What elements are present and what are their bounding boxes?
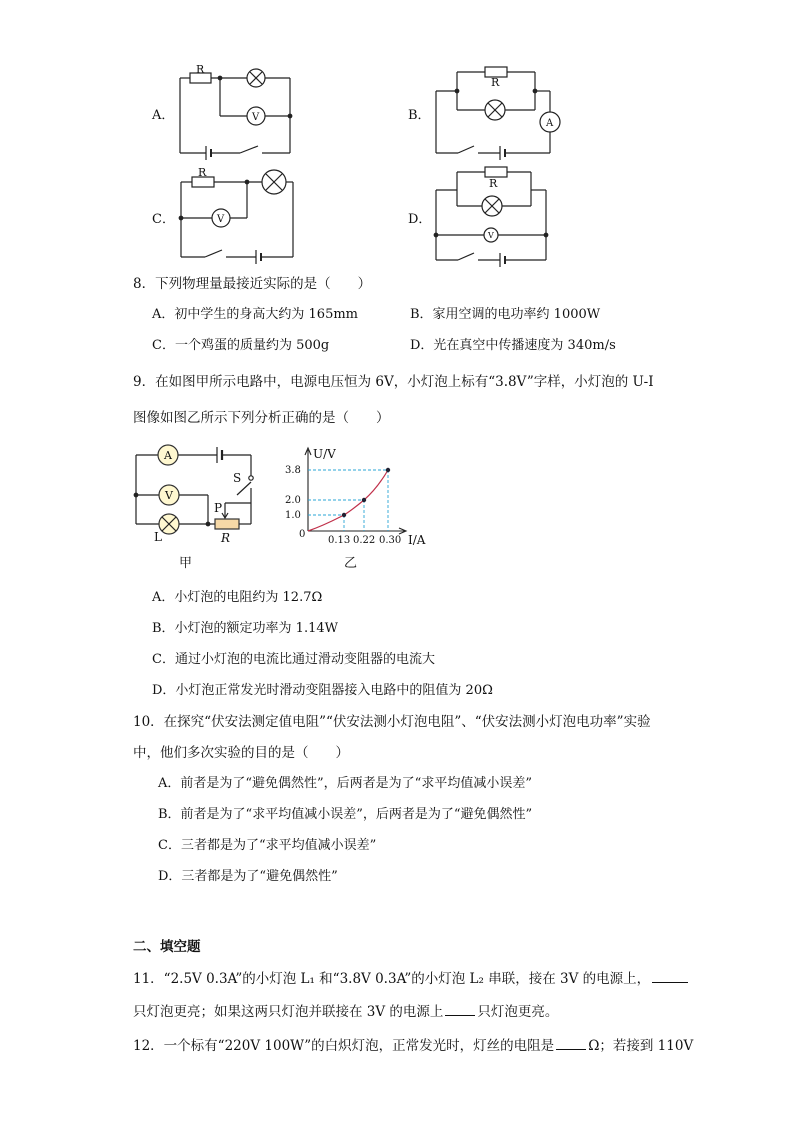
voltmeter-label-d: V	[488, 231, 494, 240]
circuit-c	[179, 170, 293, 264]
q10-stem-line2: 中，他们多次实验的目的是（ ）	[133, 745, 349, 761]
q12-line1-text-b: Ω；若接到 110V	[588, 1038, 694, 1054]
answer-blank[interactable]	[556, 1037, 586, 1050]
q9-stem-line1: 9．在如图甲所示电路中，电源电压恒为 6V，小灯泡上标有“3.8V”字样，小灯泡的 U-I	[133, 374, 654, 390]
q11-line2	[133, 1003, 558, 1021]
x-axis-label: I/A	[408, 533, 426, 547]
x-tick-0-13: 0.13	[328, 535, 351, 546]
option-b-label: B．	[408, 108, 431, 123]
resistor-label-c: R	[198, 166, 207, 179]
data-point	[362, 498, 366, 502]
rheostat-icon	[215, 519, 239, 529]
q8-stem: 8．下列物理量最接近实际的是（ ）	[133, 276, 372, 292]
voltmeter-label-c: V	[217, 214, 225, 225]
data-point	[386, 468, 390, 472]
q8-option-b: B．家用空调的电功率约 1000W	[410, 307, 601, 322]
y-tick-3-8: 3.8	[285, 465, 301, 476]
option-c-label: C．	[152, 212, 175, 227]
switch-label: S	[233, 471, 242, 485]
q8-option-a: A．初中学生的身高大约为 165mm	[152, 307, 358, 322]
q11-line2-text-b: 只灯泡更亮。	[477, 1004, 559, 1020]
q9-option-d: D．小灯泡正常发光时滑动变阻器接入电路中的阻值为 20Ω	[152, 683, 493, 698]
voltmeter-label: V	[165, 489, 173, 502]
rheostat-label: R	[221, 531, 231, 545]
y-axis-label: U/V	[313, 447, 336, 461]
q11-line1	[133, 970, 690, 988]
x-tick-0-22: 0.22	[353, 535, 376, 546]
q12-line1-text-a: 12．一个标有“220V 100W”的白炽灯泡，正常发光时，灯丝的电阻是	[133, 1038, 555, 1054]
switch-icon	[458, 253, 474, 260]
y-tick-2-0: 2.0	[285, 495, 301, 506]
answer-blank[interactable]	[445, 1003, 475, 1016]
q10-option-b: B．前者是为了“求平均值减小误差”，后两者是为了“避免偶然性”	[158, 807, 533, 822]
option-a-label: A．	[152, 108, 175, 123]
q8-option-c: C．一个鸡蛋的质量约为 500g	[152, 338, 330, 353]
origin-label: 0	[299, 529, 306, 540]
q9-option-b: B．小灯泡的额定功率为 1.14W	[152, 621, 338, 636]
q9-option-c: C．通过小灯泡的电流比通过滑动变阻器的电流大	[152, 652, 435, 667]
q9-figure-yi	[280, 440, 430, 575]
y-tick-1-0: 1.0	[285, 510, 301, 521]
resistor-label-b: R	[491, 76, 500, 89]
q8-option-d: D．光在真空中传播速度为 340m/s	[410, 338, 616, 353]
q10-stem-line1: 10．在探究“伏安法测定值电阻”“伏安法测小灯泡电阻”、“伏安法测小灯泡电功率”实验	[133, 714, 651, 730]
switch-icon	[205, 250, 222, 257]
q10-option-d: D．三者都是为了“避免偶然性”	[158, 869, 338, 884]
q11-line1-text: 11．“2.5V 0.3A”的小灯泡 L₁ 和“3.8V 0.3A”的小灯泡 L₂ 串联，接在 3V 的电源上，	[133, 971, 651, 987]
figure-yi-caption: 乙	[344, 556, 358, 571]
lamp-label: L	[154, 530, 162, 544]
q11-line2-text-a: 只灯泡更亮；如果这两只灯泡并联接在 3V 的电源上	[133, 1004, 444, 1020]
q9-stem-line2: 图像如图乙所示下列分析正确的是（ ）	[133, 410, 390, 426]
resistor-label-d: R	[489, 177, 498, 190]
q9-option-a: A．小灯泡的电阻约为 12.7Ω	[152, 590, 323, 605]
ammeter-label: A	[164, 449, 172, 462]
answer-blank[interactable]	[652, 970, 688, 983]
resistor-icon	[485, 167, 507, 177]
u-i-curve	[308, 470, 388, 531]
q12-line1	[133, 1037, 693, 1055]
section-title: 二、填空题	[133, 939, 201, 955]
q10-option-c: C．三者都是为了“求平均值减小误差”	[158, 838, 377, 853]
voltmeter-label-a: V	[252, 112, 260, 123]
circuit-a	[180, 69, 292, 160]
q10-option-a: A．前者是为了“避免偶然性”，后两者是为了“求平均值减小误差”	[158, 776, 532, 791]
ammeter-label-b: A	[546, 118, 554, 129]
switch-icon	[458, 146, 474, 153]
x-tick-0-30: 0.30	[379, 535, 402, 546]
data-point	[342, 513, 346, 517]
option-d-label: D．	[408, 212, 432, 227]
resistor-label-a: R	[196, 63, 205, 76]
q9-figure-jia	[125, 440, 275, 575]
switch-icon	[240, 146, 258, 153]
slider-label: P	[214, 501, 223, 515]
circuit-diagrams	[0, 0, 794, 275]
figure-jia-caption: 甲	[179, 556, 193, 571]
